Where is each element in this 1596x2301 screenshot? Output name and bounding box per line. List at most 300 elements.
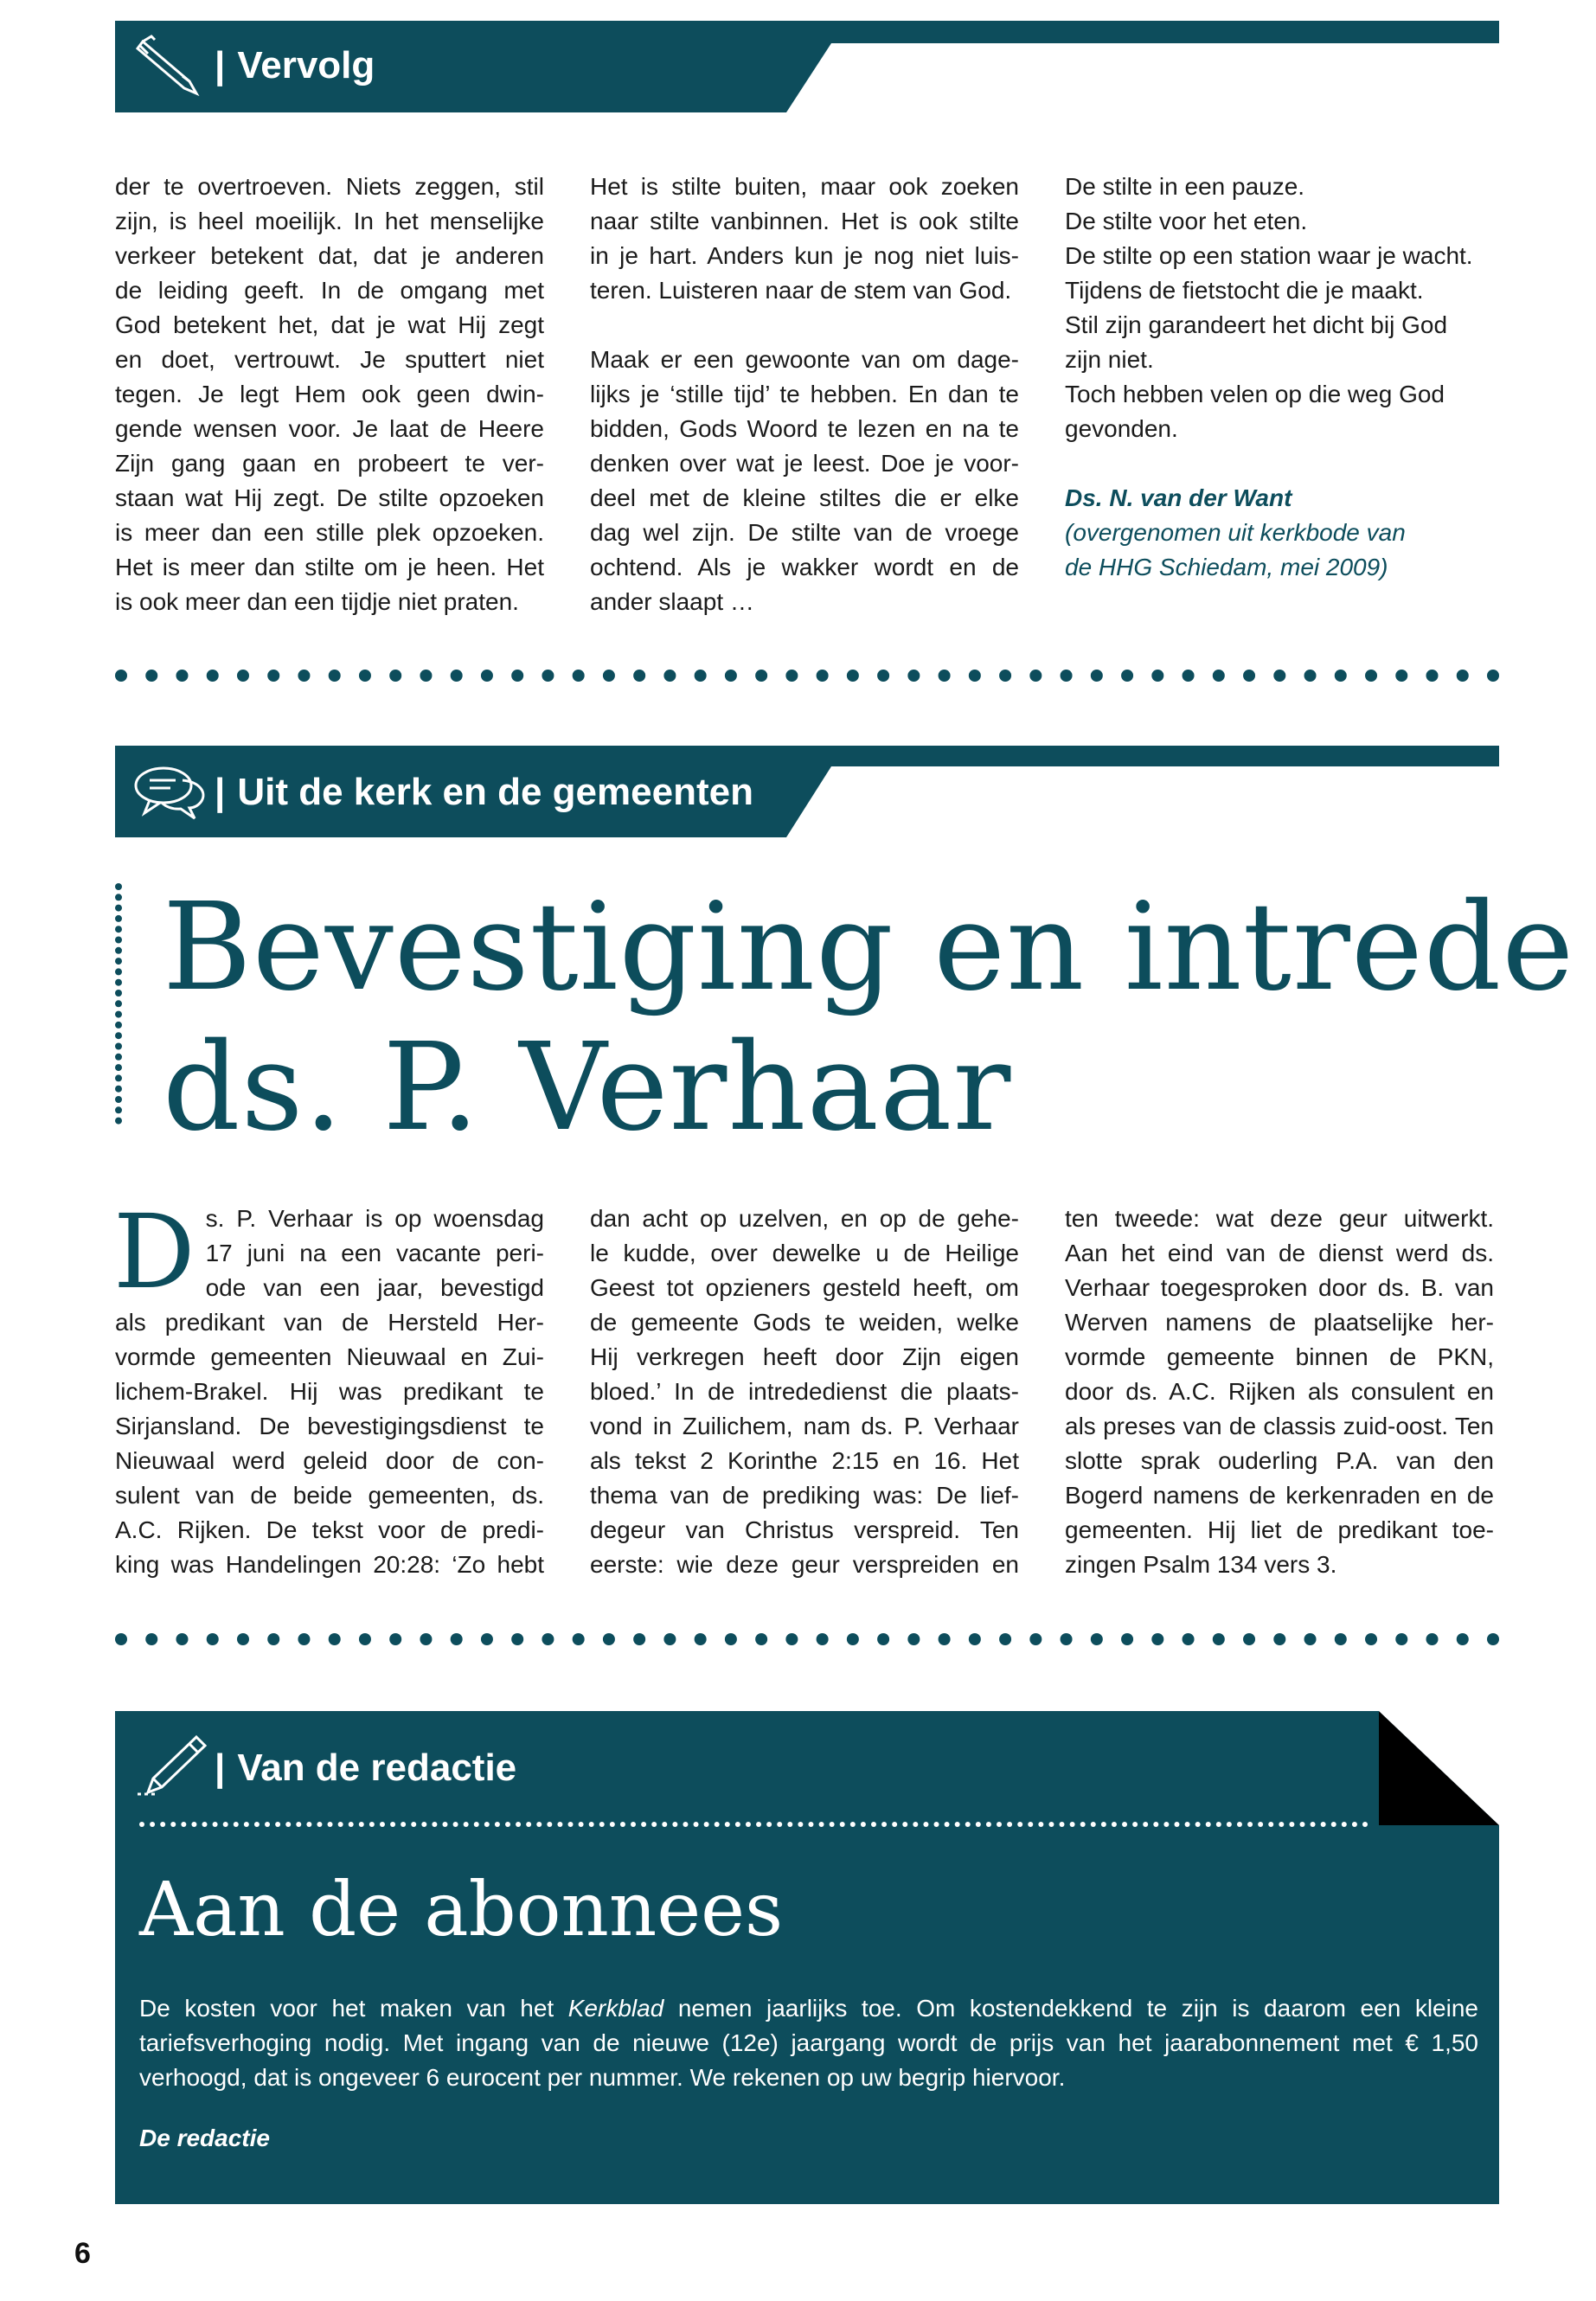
divider-dot [115,1064,122,1071]
text-line: Bogerd namens de kerkenraden en de [1065,1482,1494,1509]
divider-dot [359,1822,364,1827]
divider-dot [139,1822,144,1827]
divider-dot [359,1633,371,1645]
text-line: zijn niet. [1065,346,1154,373]
divider-dot [115,915,122,922]
text-line: thema van de prediking was: De lief- [590,1482,1019,1509]
divider-dot [202,1822,208,1827]
vervolg-column-1 [115,170,544,619]
divider-dot [1080,1822,1086,1827]
divider-dot [213,1822,218,1827]
text-line: Hij verkregen heeft door Zijn eigen [590,1343,1019,1370]
divider-dot [254,1822,260,1827]
text-line: 17 juni na een vacante peri- [205,1240,544,1266]
divider-dot [1206,1822,1211,1827]
divider-dot [1243,1633,1255,1645]
divider-dot [1091,670,1103,682]
divider-dot [516,1822,521,1827]
divider-dot [817,670,829,682]
divider-dot [244,1822,249,1827]
divider-dot [923,1822,928,1827]
text-line: ten tweede: wat deze geur uitwerkt. [1065,1205,1494,1232]
text-line: s. P. Verhaar is op woensdag [205,1205,544,1232]
divider-dot [1153,1822,1158,1827]
divider-dot [359,670,371,682]
divider-dot [1331,1822,1336,1827]
divider-dot [1304,1633,1317,1645]
text-line: als preses van de classis zuid-oost. Ten [1065,1413,1494,1439]
divider-dot [945,1822,950,1827]
text-line: de gemeente Gods te weiden, welke [590,1309,1019,1336]
divider-dot [1365,670,1377,682]
divider-dot [432,1822,437,1827]
divider-dot [695,670,707,682]
divider-dot [662,1822,667,1827]
divider-dot [115,1106,122,1113]
vertical-dotted-line [112,882,125,1128]
divider-dot [115,1096,122,1103]
divider-dot [191,1822,196,1827]
text-line: bidden, Gods Woord te lezen en na te [590,415,1019,442]
divider-dot [115,1633,127,1645]
divider-dot [633,1633,645,1645]
divider-dot [542,1633,554,1645]
text-line: gende wensen voor. Je laat de Heere [115,415,544,442]
text-line: gevonden. [1065,415,1178,442]
text-line: sulent van de beide gemeenten, ds. [115,1482,544,1509]
text-line: De stilte voor het eten. [1065,208,1308,234]
divider-dot [1395,670,1407,682]
divider-dot [1321,1822,1326,1827]
text-line: De stilte in een pauze. [1065,173,1305,200]
divider-dot [1335,670,1347,682]
text-line: Toch hebben velen op die weg God [1065,381,1445,407]
divider-dot [115,670,127,682]
divider-dot [1268,1822,1273,1827]
text-line: ander slaapt … [590,588,754,615]
text-line: slotte sprak ouderling P.A. van den [1065,1447,1494,1474]
divider-dot [369,1822,375,1827]
page-number: 6 [74,2237,91,2270]
redactie-box [115,1711,1499,2204]
divider-dot [115,990,122,997]
divider-dot [1101,1822,1106,1827]
divider-dot [1365,1633,1377,1645]
divider-dot [1183,670,1195,682]
divider-dot [1048,1822,1054,1827]
divider-dot [451,1633,463,1645]
divider-dot [1311,1822,1316,1827]
divider-dot [695,1633,707,1645]
divider-dot [1029,670,1042,682]
text-line: zingen Psalm 134 vers 3. [1065,1551,1337,1578]
text-line: bloed.’ In de intrededienst die plaats- [590,1378,1019,1405]
divider-dot [939,1633,951,1645]
divider-dot [787,1822,792,1827]
text-line: ode van een jaar, bevestigd [205,1274,544,1301]
divider-dot [267,670,279,682]
divider-dot [511,1633,523,1645]
divider-dot [328,1822,333,1827]
divider-dot [1395,1633,1407,1645]
divider-dot [115,979,122,986]
divider-dot [877,1633,889,1645]
text-line: lichem-Brakel. Hij was predikant te [115,1378,544,1405]
divider-dot [1457,1633,1469,1645]
divider-dot [755,1633,767,1645]
divider-dot [663,1633,676,1645]
divider-dot [207,1633,219,1645]
divider-dot [234,1822,239,1827]
divider-dot [573,1633,585,1645]
text-line: vond in Zuilichem, nam ds. P. Verhaar [590,1413,1019,1439]
divider-dot [115,926,122,933]
headline-line-1: Bevestiging en intrede [163,877,1575,1018]
text-line: De stilte op een station waar je wacht. [1065,242,1473,269]
divider-dot [115,1086,122,1093]
divider-dot [907,670,920,682]
divider-dot [115,1054,122,1061]
dotted-divider [139,1818,1368,1830]
divider-dot [1216,1822,1221,1827]
divider-dot [265,1822,270,1827]
text-line: Zijn gang gaan en probeert te ver- [115,450,544,477]
divider-dot [610,1822,615,1827]
vervolg-column-3 [1065,170,1494,585]
dotted-divider [115,667,1499,684]
divider-dot [115,894,122,901]
divider-dot [672,1822,677,1827]
divider-dot [1227,1822,1232,1827]
divider-dot [1061,1633,1073,1645]
text-line: vormde gemeente binnen de PKN, [1065,1343,1494,1370]
divider-dot [704,1822,709,1827]
divider-dot [1335,1633,1347,1645]
divider-dot [999,1633,1011,1645]
text-line: lijks je ‘stille tijd’ te hebben. En dan te [590,381,1019,407]
divider-dot [145,1633,157,1645]
divider-dot [819,1822,824,1827]
text-line: Geest tot opzieners gesteld heeft, om [590,1274,1019,1301]
divider-dot [1426,1633,1439,1645]
divider-dot [735,1822,740,1827]
divider-dot [526,1822,531,1827]
divider-dot [1061,670,1073,682]
divider-dot [694,1822,699,1827]
divider-dot [997,1822,1002,1827]
divider-dot [338,1822,343,1827]
divider-dot [808,1822,813,1827]
divider-dot [999,670,1011,682]
text-line: God betekent het, dat je wat Hij zegt [115,311,544,338]
text-line: deel met de kleine stiltes die er elke [590,484,1019,511]
text-line: le kudde, over dewelke u de Heilige [590,1240,1019,1266]
divider-dot [181,1822,186,1827]
divider-dot [411,1822,416,1827]
text-line: staan wat Hij zegt. De stilte opzoeken [115,484,544,511]
divider-dot [568,1822,574,1827]
divider-dot [329,670,341,682]
divider-dot [589,1822,594,1827]
divider-dot [298,670,310,682]
divider-dot [1247,1822,1253,1827]
divider-dot [785,1633,798,1645]
divider-dot [847,670,859,682]
headline-line-2: ds. P. Verhaar [163,1017,1012,1158]
divider-dot [298,1633,310,1645]
divider-dot [756,1822,761,1827]
text-line: degeur van Christus verspreid. Ten [590,1516,1019,1543]
divider-dot [306,1822,311,1827]
redactie-text: De kosten voor het maken van het Kerkblad nemen jaarlijks toe. Om kostendekkend te zijn is daarom een kleine tariefsverhoging nodig. Met ingang van de nieuwe (12e) jaargang wordt de prijs van het jaarabonnement met € 1,50 verhoogd, dat is ongeveer 6 eurocent per nummer. We rekenen op uw begrip hiervoor. [139,1995,1478,2091]
divider-dot [603,1633,615,1645]
text-line: Verhaar toegesproken door ds. B. van [1065,1274,1494,1301]
text-line: Sirjansland. De bevestigingsdienst te [115,1413,544,1439]
divider-dot [1122,1822,1127,1827]
divider-dot [150,1822,155,1827]
divider-dot [1060,1822,1065,1827]
divider-dot [755,670,767,682]
divider-dot [176,1633,188,1645]
text-line: Tijdens de fietstocht die je maakt. [1065,277,1424,304]
bevestiging-column-3 [1065,1202,1494,1582]
divider-dot [861,1822,866,1827]
divider-dot [573,670,585,682]
divider-dot [115,1032,122,1039]
divider-dot [442,1822,447,1827]
divider-dot [1457,670,1469,682]
divider-dot [296,1822,301,1827]
divider-dot [817,1633,829,1645]
divider-dot [389,670,401,682]
text-line: denken over wat je leest. Doe je voor- [590,450,1019,477]
divider-dot [115,947,122,954]
divider-dot [907,1633,920,1645]
divider-dot [955,1822,960,1827]
divider-dot [1028,1822,1033,1827]
divider-dot [115,1000,122,1007]
divider-dot [766,1822,772,1827]
divider-dot [1213,670,1225,682]
divider-dot [1237,1822,1242,1827]
divider-dot [451,670,463,682]
text-line: Nieuwaal werd geleid door de con- [115,1447,544,1474]
divider-dot [1151,1633,1163,1645]
section-title: | Vervolg [215,44,375,87]
divider-dot [1151,670,1163,682]
divider-dot [1304,670,1317,682]
divider-dot [317,1822,322,1827]
divider-dot [115,905,122,912]
text-line: Maak er een gewoonte van om dage- [590,346,1019,373]
text-line: de leiding geeft. In de omgang met [115,277,544,304]
divider-dot [170,1822,176,1827]
divider-dot [223,1822,228,1827]
text-line: als tekst 2 Korinthe 2:15 en 16. Het [590,1447,1019,1474]
vervolg-column-2 [590,170,1019,619]
divider-dot [902,1822,907,1827]
divider-dot [115,958,122,965]
text-line: vormde gemeenten Nieuwaal en Zui- [115,1343,544,1370]
text-line: Aan het eind van de dienst werd ds. [1065,1240,1494,1266]
divider-dot [176,670,188,682]
text-line: Stil zijn garandeert het dicht bij God [1065,311,1448,338]
dotted-divider [115,1631,1499,1648]
text-line: teren. Luisteren naar de stem van God. [590,277,1012,304]
section-banner-vervolg [115,21,1499,112]
divider-dot [1112,1822,1117,1827]
redactie-title: Aan de abonnees [139,1867,784,1953]
text-line: in je hart. Anders kun je nog niet luis- [590,242,1019,269]
section-title: | Van de redactie [215,1747,517,1789]
divider-dot [115,1022,122,1029]
divider-dot [390,1822,395,1827]
divider-dot [115,1043,122,1050]
divider-dot [663,670,676,682]
folded-corner [1379,1711,1499,1825]
text-line: Werven namens de plaatselijke her- [1065,1309,1494,1336]
divider-dot [275,1822,280,1827]
divider-dot [631,1822,636,1827]
divider-dot [976,1822,981,1827]
divider-dot [1038,1822,1043,1827]
divider-dot [420,670,432,682]
divider-dot [145,670,157,682]
divider-dot [725,670,737,682]
text-line: Het is stilte buiten, maar ook zoeken [590,173,1019,200]
text-line: verkeer betekent dat, dat je anderen [115,242,544,269]
divider-dot [933,1822,939,1827]
divider-dot [1091,1633,1103,1645]
divider-dot [1299,1822,1304,1827]
text-line: dan acht op uzelven, en op de gehe- [590,1205,1019,1232]
divider-dot [620,1822,625,1827]
divider-dot [115,1011,122,1018]
section-title: | Uit de kerk en de gemeenten [215,771,753,813]
text-line: king was Handelingen 20:28: ‘Zo hebt [115,1551,544,1578]
text-line: A.C. Rijken. De tekst voor de predi- [115,1516,544,1543]
divider-dot [1132,1822,1138,1827]
divider-dot [847,1633,859,1645]
text-line: door ds. A.C. Rijken als consulent en [1065,1378,1494,1405]
divider-dot [1273,670,1285,682]
divider-dot [969,1633,981,1645]
text-line: dag wel zijn. De stilte van de vroege [590,519,1019,546]
divider-dot [547,1822,552,1827]
divider-dot [798,1822,803,1827]
divider-dot [1289,1822,1294,1827]
divider-dot [1183,1633,1195,1645]
divider-dot [1121,1633,1133,1645]
divider-dot [840,1822,845,1827]
divider-dot [481,1633,493,1645]
divider-dot [481,670,493,682]
divider-dot [329,1633,341,1645]
divider-dot [881,1822,887,1827]
divider-dot [557,1822,562,1827]
text-line: eerste: wie deze geur verspreiden en [590,1551,1019,1578]
divider-dot [115,937,122,944]
divider-dot [474,1822,479,1827]
divider-dot [599,1822,605,1827]
text-line: zijn, is heel moeilijk. In het menselijke [115,208,544,234]
divider-dot [495,1822,500,1827]
divider-dot [237,1633,249,1645]
divider-dot [1487,670,1499,682]
divider-dot [633,670,645,682]
divider-dot [1174,1822,1179,1827]
divider-dot [421,1822,426,1827]
divider-dot [877,670,889,682]
text-line: ochtend. Als je wakker wordt en de [590,554,1019,580]
section-banner-uit-de-kerk [115,746,1499,837]
divider-dot [1487,1633,1499,1645]
divider-dot [542,670,554,682]
speech-bubbles-icon [131,761,210,828]
divider-dot [115,883,122,890]
divider-dot [1029,1633,1042,1645]
divider-dot [1426,670,1439,682]
pen-icon [131,33,203,103]
divider-dot [892,1822,897,1827]
divider-dot [1273,1633,1285,1645]
drop-cap: D [113,1192,195,1311]
text-line: der te overtroeven. Niets zeggen, stil [115,173,544,200]
divider-dot [1121,670,1133,682]
divider-dot [380,1822,385,1827]
text-line: als predikant van de Hersteld Her- [115,1309,544,1336]
text-line: Het is meer dan stilte om je heen. Het [115,554,544,580]
divider-dot [484,1822,490,1827]
divider-dot [777,1822,782,1827]
divider-dot [1163,1822,1169,1827]
divider-dot [1070,1822,1075,1827]
divider-dot [969,670,981,682]
divider-dot [237,670,249,682]
text-line: is ook meer dan een tijdje niet praten. [115,588,519,615]
divider-dot [1243,670,1255,682]
redactie-signature: De redactie [139,2125,270,2151]
divider-dot [505,1822,510,1827]
divider-dot [871,1822,876,1827]
divider-dot [349,1822,354,1827]
divider-dot [115,1074,122,1081]
divider-dot [207,670,219,682]
text-line: en doet, vertrouwt. Je sputtert niet [115,346,544,373]
divider-dot [1279,1822,1284,1827]
divider-dot [115,1118,122,1125]
divider-dot [420,1633,432,1645]
divider-dot [1258,1822,1263,1827]
bevestiging-column-1 [113,1192,544,1582]
text-line: gemeenten. Hij liet de predikant toe- [1065,1516,1494,1543]
divider-dot [725,1633,737,1645]
text-line: is meer dan een stille plek opzoeken. [115,519,544,546]
source-line-1: (overgenomen uit kerkbode van [1065,519,1406,546]
divider-dot [1143,1822,1148,1827]
divider-dot [683,1822,688,1827]
divider-dot [746,1822,751,1827]
divider-dot [850,1822,856,1827]
divider-dot [1213,1633,1225,1645]
divider-dot [1007,1822,1012,1827]
divider-dot [579,1822,584,1827]
divider-dot [830,1822,835,1827]
divider-dot [986,1822,991,1827]
divider-dot [1195,1822,1201,1827]
divider-dot [1362,1822,1368,1827]
divider-dot [939,670,951,682]
